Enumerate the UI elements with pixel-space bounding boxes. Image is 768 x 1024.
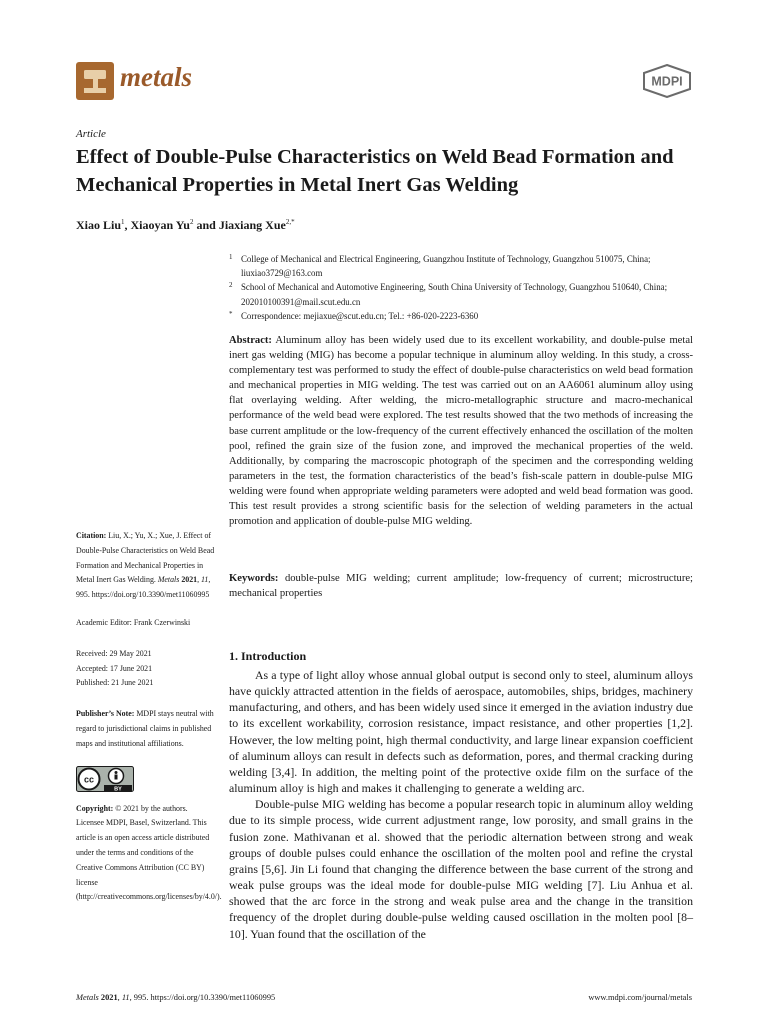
article-type: Article	[76, 128, 106, 140]
affiliation-item: 2 School of Mechanical and Automotive Engineering, South China University of Technology, Guangzhou 510640, China; 202010100391@mail.scut.edu.cn	[229, 281, 668, 307]
received-date: Received: 29 May 2021	[76, 648, 152, 658]
abstract	[229, 333, 693, 529]
copyright: Copyright: © 2021 by the authors. Licensee MDPI, Basel, Switzerland. This article is an open access article distributed under the terms and conditions of the Creative Commons Attribution (CC BY) license (http://creativecommons.org/licenses/by/4.0/).	[76, 803, 222, 902]
keywords-label: Keywords:	[229, 573, 279, 584]
affiliation-item: 1 College of Mechanical and Electrical Engineering, Guangzhou Institute of Technology, Guangzhou 510075, China; liuxiao3729@163.com	[229, 253, 651, 279]
svg-text:cc: cc	[83, 774, 95, 785]
mdpi-logo-text: MDPI	[651, 74, 683, 89]
abstract-text: Aluminum alloy has been widely used due to its excellent workability, and double-pulse metal inert gas welding (MIG) has become a popular technique in aluminum alloy welding. In this study, a cross-complementary test was performed to study the effect of double-pulse characteristics on weld bead formation and mechanical properties in MIG welding. The test was carried out on an AA6061 aluminum alloy using flat overlaying welding. After welding, the micro-metallographic structure and macro-mechanical performance of the weld bead were explored. The test results showed that the two methods of increasing the base current amplitude or the low-frequency of the current effectively enhanced the oscillation of the molten pool, refined the grain size of the fusion zone, and improved the mechanical properties of the weld. Additionally, by comparing the macroscopic photograph of the specimen and the corresponding welding parameters in the test, the formation characteristics of the bead’s fish-scale pattern in double-pulse MIG welding were found when appropriate welding parameters were adopted and weld bead formation was good. This test result provides a strong scientific basis for the selection of welding parameters in the actual promotion and application of double-pulse MIG welding.	[229, 335, 693, 528]
author-affil-mark: 2	[189, 218, 194, 226]
article-title: Effect of Double-Pulse Characteristics on Weld Bead Formation and Mechanical Properties in Metal Inert Gas Welding	[76, 146, 674, 196]
author-affil-mark: 1	[121, 218, 125, 226]
citation-doi-link[interactable]: https://doi.org/10.3390/met11060995	[91, 590, 210, 600]
footer-journal-link[interactable]: www.mdpi.com/journal/metals	[588, 993, 692, 1002]
correspondence-item: * Correspondence: mejiaxue@scut.edu.cn; Tel.: +86-020-2223-6360	[229, 309, 479, 321]
keywords	[229, 571, 693, 601]
cc-by-license-icon[interactable]	[76, 766, 134, 792]
author-name: Xiao Liu	[76, 218, 122, 232]
footer-citation: Metals 2021, 11, 995. https://doi.org/10.3390/met11060995	[76, 993, 276, 1002]
author-name: Jiaxiang Xue	[218, 218, 286, 232]
introduction-body	[229, 667, 693, 942]
published-date: Published: 21 June 2021	[76, 678, 154, 688]
section-heading-introduction: 1. Introduction	[229, 649, 307, 663]
journal-name: metals	[120, 62, 192, 92]
publisher-note: Publisher’s Note: MDPI stays neutral with regard to jurisdictional claims in published maps and institutional affiliations.	[76, 709, 214, 748]
author-affil-mark: 2,*	[285, 218, 295, 226]
citation: Citation: Liu, X.; Yu, X.; Xue, J. Effect of Double-Pulse Characteristics on Weld Bead Formation and Mechanical Properties in Metal Inert Gas Welding. Metals 2021, 11, 995. https://doi.org/10.3390/met11060995	[76, 531, 215, 600]
paragraph: Double-pulse MIG welding has become a popular research topic in aluminum alloy welding due to its simple process, wide current adjustment range, low porosity, and small grains in the fusion zone. Mathivanan et al. showed that the periodic alternation between strong and weak groups of double pulses could enhance the oscillation of the molten pool and refine the crystal grains [5,6]. Jin Li found that changing the difference between the base current of the strong and weak pulse groups was the ideal mode for double-pulse MIG welding [7]. Liu Anhua et al. showed that the arc force in the strong and weak pulse area and the change in the transition frequency of the droplet during double-pulse welding caused oscillation in the molten pool [8–10]. Yuan found that the oscillation of the	[229, 797, 693, 941]
author-list: Xiao Liu$^1$, Xiaoyan Yu$^2$ and Jiaxiang Xue$^{2,*}$	[76, 218, 295, 232]
cc-by-label: BY	[114, 785, 122, 792]
affiliations	[229, 252, 709, 323]
author-name: Xiaoyan Yu	[130, 218, 190, 232]
metals-logo-icon	[76, 62, 114, 100]
paragraph: As a type of light alloy whose annual global output is second only to steel, aluminum alloys have quickly attracted attention in the fields of aerospace, automobiles, ships, bridges, machinery manufacturing, and others, and has been widely used since it emerged in the aviation industry due to its excellent workability, corrosion resistance, impact resistance, and other properties [1,2]. However, the low melting point, high thermal conductivity, and large linear expansion coefficient of aluminum alloys can result in defects such as deformation, pores, and thermal cracking during welding [3,4]. In addition, the melting point of the protective oxide film on the surface of the aluminum alloy is high and makes it challenging to generate a welding arc.	[229, 668, 693, 796]
abstract-label: Abstract:	[229, 335, 272, 346]
sidebar	[76, 529, 222, 905]
academic-editor: Academic Editor: Frank Czerwinski	[76, 617, 191, 627]
mdpi-logo-icon	[641, 64, 693, 98]
keywords-text: double-pulse MIG welding; current amplitude; low-frequency of current; microstructure; mechanical properties	[229, 573, 693, 600]
accepted-date: Accepted: 17 June 2021	[76, 663, 153, 673]
